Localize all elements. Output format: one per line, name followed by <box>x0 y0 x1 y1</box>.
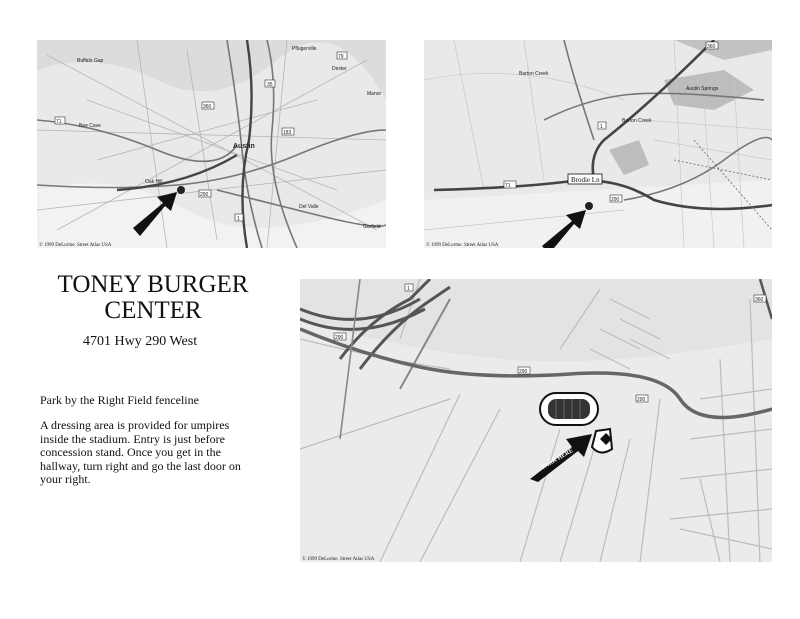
map-copyright: © 1999 DeLorme. Street Atlas USA <box>426 243 499 248</box>
stadium-icon <box>540 393 598 425</box>
location-marker <box>177 186 185 194</box>
svg-text:71: 71 <box>505 183 511 189</box>
map-place-label: Manor <box>367 91 382 97</box>
svg-text:35: 35 <box>267 82 273 88</box>
address: 4701 Hwy 290 West <box>83 334 198 349</box>
route-shield <box>199 190 211 198</box>
map-place-label: Oak Hill <box>145 179 163 185</box>
svg-text:360: 360 <box>203 104 212 110</box>
map-copyright: © 1999 DeLorme. Street Atlas USA <box>39 243 112 248</box>
route-shield <box>598 122 606 130</box>
map-place-label: Austin Springs <box>686 86 719 92</box>
route-shield <box>334 333 346 341</box>
route-shield <box>754 295 766 303</box>
map-place-label: Barton Creek <box>622 118 652 124</box>
svg-text:Brodie Ln: Brodie Ln <box>571 176 600 184</box>
route-shield <box>504 181 516 189</box>
map-place-label: Pflugerville <box>292 46 317 52</box>
page-title <box>40 272 266 324</box>
description: A dressing area is provided for umpires inside the stadium. Entry is just before concession stand. Once you get in the hallway, turn right and go the last door on your right. <box>40 418 241 486</box>
svg-text:290: 290 <box>637 397 646 403</box>
route-shield <box>202 102 214 110</box>
svg-text:290: 290 <box>519 369 528 375</box>
map-place-label: Bee Cave <box>79 123 101 129</box>
brodie-ln-callout <box>568 174 602 184</box>
map-place-label: Del Valle <box>299 204 319 210</box>
overview-map-graphic <box>37 40 386 248</box>
map-place-label: Buffalo Gap <box>77 58 104 64</box>
baseball-diamond-icon <box>592 429 612 453</box>
svg-text:290: 290 <box>200 192 209 198</box>
svg-text:290: 290 <box>611 197 620 203</box>
route-shield <box>610 195 622 203</box>
svg-text:183: 183 <box>283 130 292 136</box>
route-shield <box>265 80 275 88</box>
route-shield <box>235 214 243 222</box>
title-line-1: TONEY BURGER <box>57 271 249 298</box>
route-shield <box>636 395 648 403</box>
svg-text:1: 1 <box>237 216 240 222</box>
detail-map-graphic <box>424 40 772 248</box>
site-map[interactable] <box>300 279 772 562</box>
svg-text:290: 290 <box>335 335 344 341</box>
svg-text:1: 1 <box>600 124 603 130</box>
title-line-2: CENTER <box>104 297 202 324</box>
svg-text:79: 79 <box>338 54 344 60</box>
svg-text:PARK HERE: PARK HERE <box>541 448 575 471</box>
map-place-label: Dexter <box>332 66 347 72</box>
route-shield <box>282 128 294 136</box>
svg-text:360: 360 <box>755 297 764 303</box>
map-place-label: Austin <box>233 143 255 150</box>
map-place-label: Barton Creek <box>519 71 549 77</box>
svg-text:1: 1 <box>407 286 410 292</box>
map-copyright: © 1999 DeLorme. Street Atlas USA <box>302 557 375 562</box>
svg-text:71: 71 <box>56 119 62 125</box>
route-shield <box>337 52 347 60</box>
svg-text:360: 360 <box>707 44 716 50</box>
map-place-label: Garfield <box>363 224 381 230</box>
route-shield <box>55 117 65 125</box>
location-marker <box>585 202 593 210</box>
detail-map[interactable] <box>424 40 772 248</box>
route-shield <box>405 284 413 292</box>
route-shield <box>706 42 718 50</box>
site-map-graphic <box>300 279 772 562</box>
parking-note: Park by the Right Field fenceline <box>40 393 199 407</box>
overview-map[interactable] <box>37 40 386 248</box>
route-shield <box>518 367 530 375</box>
